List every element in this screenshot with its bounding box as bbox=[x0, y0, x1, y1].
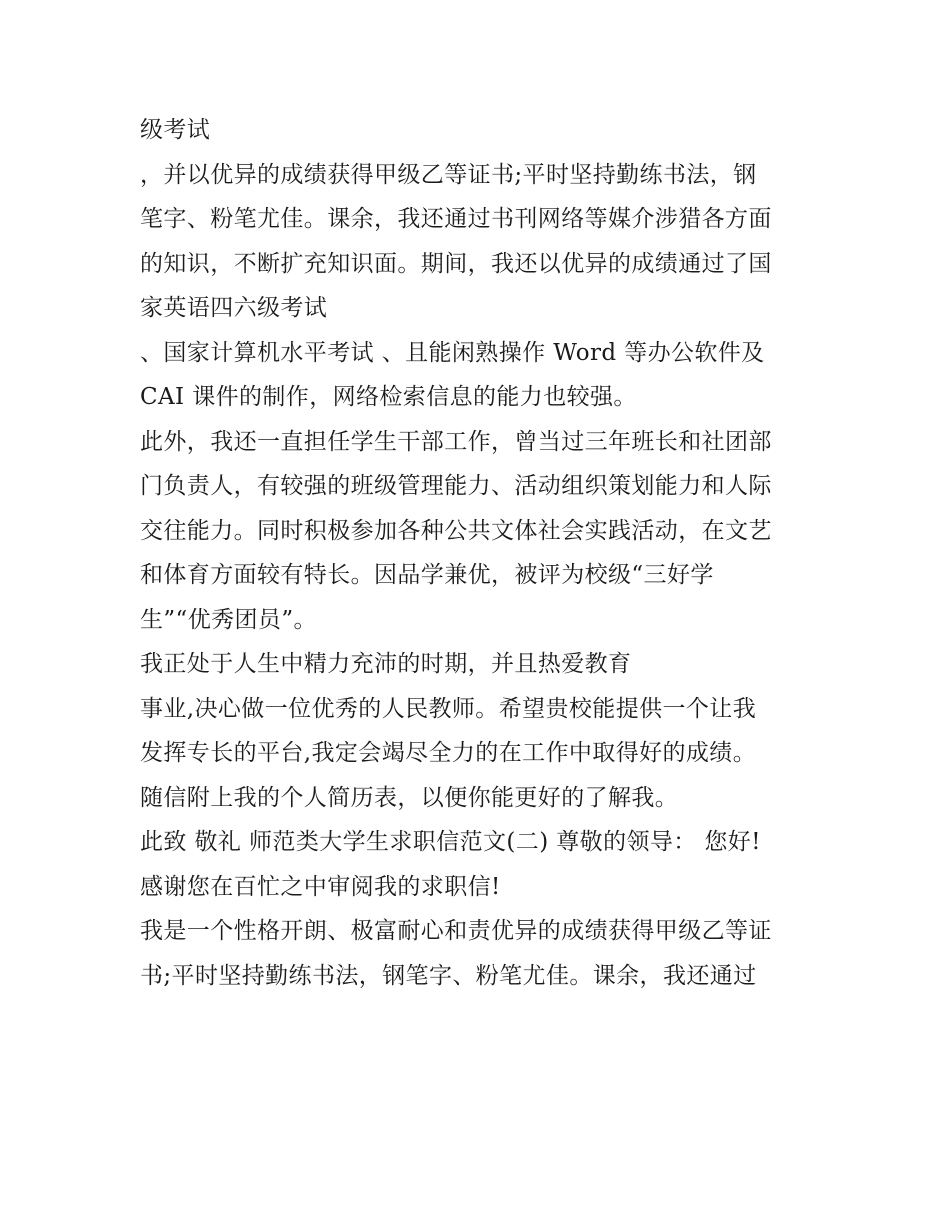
text-line: 级考试 bbox=[140, 117, 211, 143]
text-line: ，并以优异的成绩获得甲级乙等证书;平时坚持勤练书法，钢 bbox=[140, 161, 757, 188]
text-line: 、国家计算机水平考试 、且能闲熟操作 Word 等办公软件及 bbox=[140, 339, 765, 366]
text-line: 我正处于人生中精力充沛的时期，并且热爱教育 bbox=[140, 651, 632, 677]
text-line: 的知识，不断扩充知识面。期间，我还以优异的成绩通过了国 bbox=[140, 250, 772, 277]
text-line: 发挥专长的平台,我定会竭尽全力的在工作中取得好的成绩。 bbox=[140, 740, 757, 766]
text-line: 我是一个性格开朗、极富耐心和责优异的成绩获得甲级乙等证 bbox=[140, 918, 772, 944]
text-line: 门负责人，有较强的班级管理能力、活动组织策划能力和人际 bbox=[140, 473, 772, 499]
text-line: CAI 课件的制作，网络检索信息的能力也较强。 bbox=[140, 384, 637, 410]
text-line: 交往能力。同时积极参加各种公共文体社会实践活动，在文艺 bbox=[140, 517, 772, 544]
document-body bbox=[140, 108, 830, 998]
text-line: 此致 敬礼 师范类大学生求职信范文(二) 尊敬的领导： 您好! bbox=[140, 829, 761, 855]
text-line: 家英语四六级考试 bbox=[140, 295, 328, 321]
text-line: 和体育方面较有特长。因品学兼优，被评为校级“三好学 bbox=[140, 562, 714, 588]
text-line: 生”“优秀团员”。 bbox=[140, 606, 317, 633]
text-line: 书;平时坚持勤练书法，钢笔字、粉笔尤佳。课余，我还通过 bbox=[140, 962, 757, 989]
text-line: 感谢您在百忙之中审阅我的求职信! bbox=[140, 873, 501, 900]
text-line: 笔字、粉笔尤佳。课余，我还通过书刊网络等媒介涉猎各方面 bbox=[140, 206, 772, 232]
text-line: 此外，我还一直担任学生干部工作，曾当过三年班长和社团部 bbox=[140, 428, 772, 455]
text-line: 事业,决心做一位优秀的人民教师。希望贵校能提供一个让我 bbox=[140, 695, 757, 722]
text-line: 随信附上我的个人简历表，以便你能更好的了解我。 bbox=[140, 784, 679, 811]
